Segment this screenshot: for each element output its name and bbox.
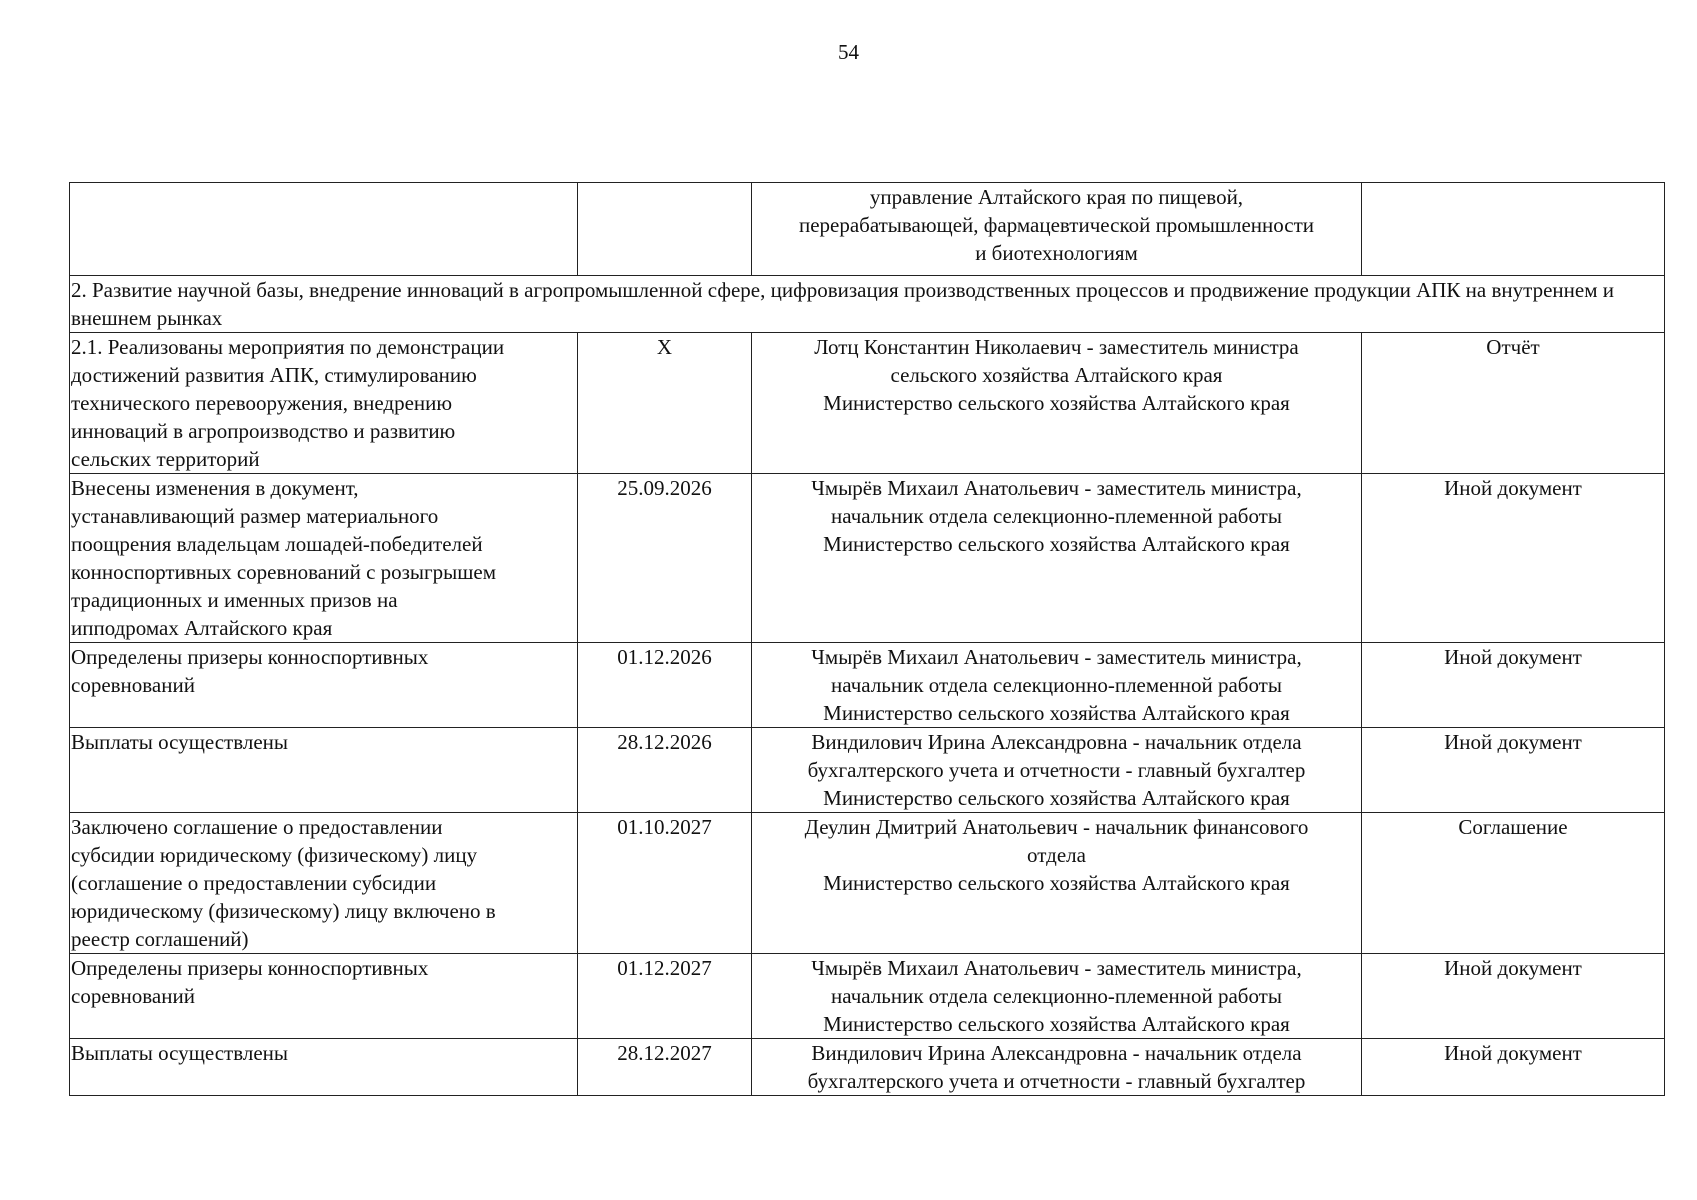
table-row	[70, 333, 1665, 474]
date-cell: 28.12.2027	[578, 1039, 752, 1096]
table-row	[70, 813, 1665, 954]
table-row	[70, 728, 1665, 813]
responsible-cell: Чмырёв Михаил Анатольевич - заместитель министра, начальник отдела селекционно-племенной работы Министерство сельского хозяйства Алтайского края	[752, 474, 1362, 643]
page-number: 54	[838, 40, 859, 64]
responsible-cell: Виндилович Ирина Александровна - начальник отдела бухгалтерского учета и отчетности - главный бухгалтер	[752, 1039, 1362, 1096]
date-cell: X	[578, 333, 752, 474]
event-cell: Определены призеры конноспортивных соревнований	[70, 643, 578, 728]
date-cell	[578, 183, 752, 276]
section-title: 2. Развитие научной базы, внедрение инноваций в агропромышленной сфере, цифровизация производственных процессов и продвижение продукции АПК на внутреннем и внешнем рынках	[70, 276, 1665, 333]
table-row	[70, 954, 1665, 1039]
document-cell: Соглашение	[1362, 813, 1665, 954]
date-cell: 28.12.2026	[578, 728, 752, 813]
event-cell: Внесены изменения в документ, устанавливающий размер материального поощрения владельцам лошадей-победителей конноспортивных соревнований с розыгрышем традиционных и именных призов на ипподромах Алтайского края	[70, 474, 578, 643]
responsible-cell: Виндилович Ирина Александровна - начальник отдела бухгалтерского учета и отчетности - главный бухгалтер Министерство сельского хозяйства Алтайского края	[752, 728, 1362, 813]
table-row	[70, 1039, 1665, 1096]
document-cell: Отчёт	[1362, 333, 1665, 474]
event-cell: Определены призеры конноспортивных соревнований	[70, 954, 578, 1039]
document-cell: Иной документ	[1362, 643, 1665, 728]
plan-table	[69, 182, 1665, 1096]
responsible-cell: Лотц Константин Николаевич - заместитель министра сельского хозяйства Алтайского края Министерство сельского хозяйства Алтайского края	[752, 333, 1362, 474]
event-cell: Выплаты осуществлены	[70, 728, 578, 813]
date-cell: 01.12.2027	[578, 954, 752, 1039]
document-cell: Иной документ	[1362, 474, 1665, 643]
responsible-cell: Чмырёв Михаил Анатольевич - заместитель министра, начальник отдела селекционно-племенной работы Министерство сельского хозяйства Алтайского края	[752, 954, 1362, 1039]
document-cell: Иной документ	[1362, 954, 1665, 1039]
event-cell: 2.1. Реализованы мероприятия по демонстрации достижений развития АПК, стимулированию технического перевооружения, внедрению инноваций в агропроизводство и развитию сельских территорий	[70, 333, 578, 474]
table-row	[70, 643, 1665, 728]
table-row	[70, 183, 1665, 276]
event-cell: Выплаты осуществлены	[70, 1039, 578, 1096]
responsible-cell: Деулин Дмитрий Анатольевич - начальник финансового отдела Министерство сельского хозяйства Алтайского края	[752, 813, 1362, 954]
section-row	[70, 276, 1665, 333]
date-cell: 01.10.2027	[578, 813, 752, 954]
document-cell: Иной документ	[1362, 728, 1665, 813]
event-cell	[70, 183, 578, 276]
date-cell: 01.12.2026	[578, 643, 752, 728]
responsible-cell: управление Алтайского края по пищевой, перерабатывающей, фармацевтической промышленности и биотехнологиям	[752, 183, 1362, 276]
document-cell: Иной документ	[1362, 1039, 1665, 1096]
responsible-cell: Чмырёв Михаил Анатольевич - заместитель министра, начальник отдела селекционно-племенной работы Министерство сельского хозяйства Алтайского края	[752, 643, 1362, 728]
document-cell	[1362, 183, 1665, 276]
event-cell: Заключено соглашение о предоставлении субсидии юридическому (физическому) лицу (соглашение о предоставлении субсидии юридическому (физическому) лицу включено в реестр соглашений)	[70, 813, 578, 954]
date-cell: 25.09.2026	[578, 474, 752, 643]
table-row	[70, 474, 1665, 643]
